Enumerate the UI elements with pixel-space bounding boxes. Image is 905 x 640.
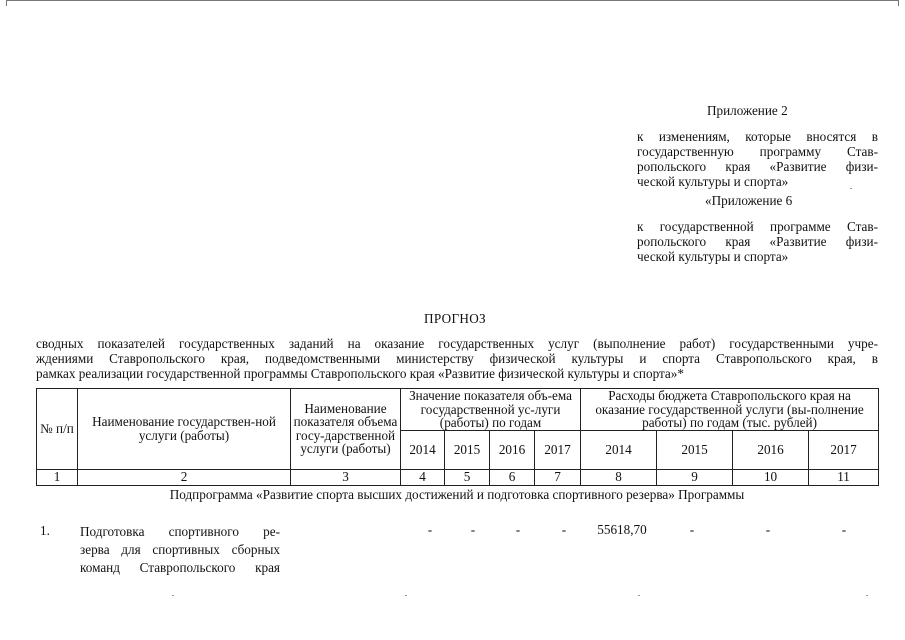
- header-year-volume: 2014: [401, 430, 445, 469]
- header-year-budget: 2014: [581, 430, 657, 469]
- column-number: 2: [78, 469, 291, 485]
- column-number: 3: [291, 469, 401, 485]
- page-right-border: [898, 0, 899, 6]
- header-num: № п/п: [37, 389, 78, 470]
- scan-speck: [866, 595, 868, 596]
- column-number: 10: [733, 469, 809, 485]
- appendix-intro-line: государственную программу Став-: [637, 144, 878, 159]
- column-number: 5: [445, 469, 490, 485]
- column-number: 1: [37, 469, 78, 485]
- document-subtitle: [36, 336, 878, 381]
- header-year-budget: 2016: [733, 430, 809, 469]
- subtitle-line: сводных показателей государственных заданий на оказание государственных услуг (выполнение работ) государственными учре-: [36, 336, 878, 351]
- document-title: ПРОГНОЗ: [424, 311, 486, 326]
- header-year-budget: 2017: [809, 430, 879, 469]
- header-year-volume: 2015: [445, 430, 490, 469]
- appendix-intro-line: ропольского края «Развитие физи-: [637, 159, 878, 174]
- column-number: 6: [490, 469, 535, 485]
- appendix-program-line: к государственной программе Став-: [637, 219, 878, 234]
- row-value-volume-2014: -: [427, 522, 433, 537]
- appendix-program: [637, 219, 878, 264]
- subprogram-heading: Подпрограмма «Развитие спорта высших достижений и подготовка спортивного резерва» Программы: [169, 487, 745, 502]
- scan-speck: [850, 188, 852, 189]
- header-budget-group: Расходы бюджета Ставропольского края на оказание государственной услуги (вы-полнение работы) по годам (тыс. рублей): [581, 389, 879, 431]
- header-service: Наименование государствен-ной услуги (работы): [78, 389, 291, 470]
- row-value-budget-2017: -: [841, 522, 847, 537]
- header-row-1: [37, 389, 879, 431]
- scan-speck: [638, 595, 640, 596]
- row-value-volume-2017: -: [561, 522, 567, 537]
- row-number: 1.: [40, 523, 50, 538]
- column-number: 11: [809, 469, 879, 485]
- row-service-name-line: Подготовка спортивного ре-: [80, 524, 280, 539]
- row-service-name: [80, 523, 280, 577]
- appendix-title-2: «Приложение 6: [705, 193, 793, 208]
- column-number: 4: [401, 469, 445, 485]
- page-left-border: [6, 0, 7, 6]
- header-indicator: Наименование показателя объема госу-дарственной услуги (работы): [291, 389, 401, 470]
- header-volume-group: Значение показателя объ-ема государственной ус-луги (работы) по годам: [401, 389, 581, 431]
- column-number-row: [37, 469, 879, 485]
- page-top-border: [6, 0, 899, 1]
- row-value-budget-2016: -: [765, 522, 771, 537]
- subtitle-line: рамках реализации государственной программы Ставропольского края «Развитие физической культуры и спорта»*: [36, 366, 684, 381]
- column-number: 8: [581, 469, 657, 485]
- header-year-volume: 2017: [535, 430, 581, 469]
- header-year-volume: 2016: [490, 430, 535, 469]
- row-value-volume-2015: -: [470, 522, 476, 537]
- row-value-volume-2016: -: [515, 522, 521, 537]
- scan-speck: [405, 595, 407, 596]
- column-number: 9: [657, 469, 733, 485]
- subtitle-line: ждениями Ставропольского края, подведомственными министерству физической культуры и спорта Ставропольского края, в: [36, 351, 878, 366]
- row-value-budget-2015: -: [689, 522, 695, 537]
- forecast-table: [36, 388, 879, 486]
- column-number: 7: [535, 469, 581, 485]
- appendix-intro-line: ческой культуры и спорта»: [637, 174, 789, 189]
- appendix-program-line: ческой культуры и спорта»: [637, 249, 789, 264]
- appendix-title: Приложение 2: [707, 103, 788, 118]
- header-year-budget: 2015: [657, 430, 733, 469]
- appendix-intro: [637, 129, 878, 189]
- appendix-intro-line: к изменениям, которые вносятся в: [637, 129, 878, 144]
- row-value-budget-2014: 55618,70: [597, 522, 647, 537]
- row-service-name-line: команд Ставропольского края: [80, 560, 280, 575]
- scan-speck: [172, 595, 174, 596]
- appendix-program-line: ропольского края «Развитие физи-: [637, 234, 878, 249]
- row-service-name-line: зерва для спортивных сборных: [80, 542, 280, 557]
